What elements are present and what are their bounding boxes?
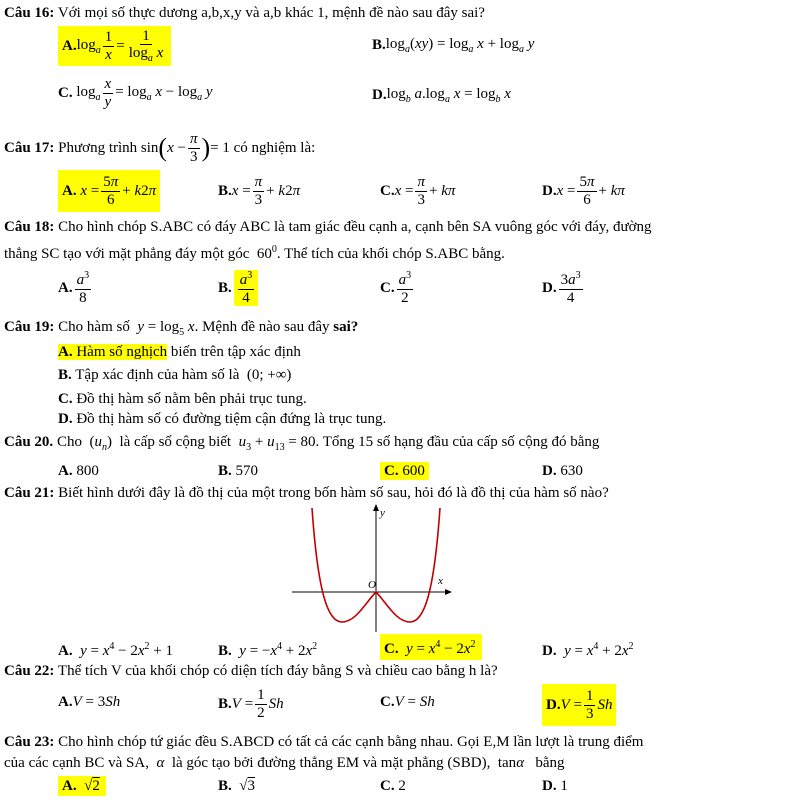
q16-option-b[interactable]: B. $\log_a(xy) = \log_a x + \log_a y$ <box>372 36 535 55</box>
q18-option-a[interactable]: A. $\frac{a^3}{8}$ <box>58 270 90 306</box>
q21-label: Câu 21: <box>4 485 55 501</box>
q22-option-b[interactable]: B. V = $\frac{1}{2}$ Sh <box>218 687 284 721</box>
q17-text-before: Phương trình <box>58 139 138 156</box>
option-label: A. <box>58 694 73 710</box>
option-label: A. <box>58 643 73 659</box>
q16-label: Câu 16: <box>4 5 55 21</box>
q17-option-d[interactable]: D. x = $\frac{5\pi}{6}$ + kπ <box>542 174 625 208</box>
q16-stem <box>4 4 485 22</box>
option-label: A. <box>62 778 77 794</box>
q18-text-line2b: . Thể tích của khối chóp S.ABC bằng. <box>276 246 505 262</box>
q22-stem <box>4 662 498 680</box>
option-label: B. <box>218 279 232 296</box>
q16-option-a[interactable]: A. $\log_a$ $\frac{1}{x}$ = $\frac{1}{\log_a x}$ <box>58 26 171 66</box>
q19-option-c[interactable] <box>58 390 307 408</box>
option-value: 570 <box>235 463 259 479</box>
option-label: A. <box>58 344 73 360</box>
q22-label: Câu 22: <box>4 663 55 679</box>
q21-graph <box>292 504 452 632</box>
q19-text-c: sai? <box>333 319 359 335</box>
option-value: 800 <box>76 463 99 479</box>
option-label: D. <box>546 696 561 713</box>
option-label: C. <box>380 694 395 710</box>
option-label: D. <box>58 411 73 427</box>
q21-stem <box>4 484 609 502</box>
q17-option-c[interactable]: C. x = $\frac{\pi}{3}$ + kπ <box>380 174 456 208</box>
q19-label: Câu 19: <box>4 319 55 335</box>
q18-option-c[interactable]: C. $\frac{a^3}{2}$ <box>380 270 412 306</box>
q20-text-a: Cho <box>56 434 82 450</box>
q23-stem-line1 <box>4 733 643 751</box>
q19-stem: Câu 19: Cho hàm số $y = \log_5 x$. Mệnh đề nào sau đây sai? <box>4 319 359 338</box>
q19-option-a-rest: biến trên tập xác định <box>167 344 301 360</box>
origin-label: O <box>368 579 376 591</box>
option-value: 2 <box>398 778 406 794</box>
q16-option-c[interactable]: C. $\log_a$ $\frac{x}{y}$ = $\log_a x - \log_a y$ <box>58 76 213 110</box>
q19-option-b[interactable]: B. Tập xác định của hàm số là (0; +∞) <box>58 367 292 383</box>
q20-stem: Câu 20. Cho $(u_n)$ là cấp số cộng biết $u_3 + u_{13} = 80$. Tổng 15 số hạng đầu của cấp số cộng đó bằng <box>4 434 600 453</box>
option-label: B. <box>218 778 232 794</box>
option-label: A. <box>62 37 77 54</box>
option-label: B. <box>218 695 232 712</box>
q20-option-c[interactable] <box>380 462 429 480</box>
q16-text: Với mọi số thực dương a,b,x,y và a,b khác 1, mệnh đề nào sau đây sai? <box>57 5 485 21</box>
q20-text-c: . Tổng 15 số hạng đầu của cấp số cộng đó bằng <box>315 434 600 450</box>
q18-option-b[interactable]: B. $\frac{a^3}{4}$ <box>218 264 260 312</box>
option-label: C. <box>384 641 399 657</box>
option-value: 1 <box>560 778 568 794</box>
q23-text-line2b: là góc tạo bởi đường thẳng EM và mặt phẳng (SBD), <box>171 755 491 771</box>
q21-text: Biết hình dưới đây là đồ thị của một trong bốn hàm số sau, hỏi đó là đồ thị của hàm số nào? <box>58 485 609 501</box>
q19-text-b: . Mệnh đề nào sau đây <box>194 319 330 335</box>
q23-option-a[interactable]: A. √2 <box>58 776 106 796</box>
option-label: B. <box>58 367 72 383</box>
q21-option-b[interactable]: B. $y = -x^4 + 2x^2$ <box>218 641 318 659</box>
x-axis-arrow <box>445 589 452 595</box>
option-label: C. <box>384 463 399 479</box>
option-label: D. <box>542 279 557 296</box>
q19-option-a[interactable] <box>58 343 301 361</box>
option-label: B. <box>372 37 386 53</box>
q19-option-c-text: Đồ thị hàm số nằm bên phải trục tung. <box>76 391 307 407</box>
q19-option-d[interactable] <box>58 410 386 428</box>
option-label: A. <box>58 279 73 296</box>
q22-option-d[interactable]: D. V = $\frac{1}{3}$ Sh <box>542 684 616 726</box>
q19-option-a-hl: Hàm số nghịch <box>76 344 168 360</box>
q18-option-d[interactable]: D. $\frac{3a^3}{4}$ <box>542 270 581 306</box>
q23-option-d[interactable] <box>542 777 568 795</box>
q19-option-d-text: Đồ thị hàm số có đường tiệm cận đứng là trục tung. <box>76 411 387 427</box>
q23-text-line1: Cho hình chóp tứ giác đều S.ABCD có tất cả các cạnh bằng nhau. Gọi E,M lần lượt là trung điểm <box>58 734 644 750</box>
q17-text-after: có nghiệm là: <box>233 139 316 156</box>
q19-text-a: Cho hàm số <box>58 319 130 335</box>
q18-label: Câu 18: <box>4 219 55 235</box>
q20-option-d[interactable] <box>542 462 583 480</box>
q20-text-b: là cấp số cộng biết <box>119 434 232 450</box>
q23-label: Câu 23: <box>4 734 55 750</box>
option-label: C. <box>380 279 395 296</box>
option-label: D. <box>542 643 557 659</box>
q22-text: Thể tích V của khối chóp có diện tích đáy bằng S và chiều cao bằng h là? <box>57 663 498 679</box>
q22-option-a[interactable]: A. V = 3Sh <box>58 694 121 710</box>
option-label: B. <box>218 182 232 199</box>
option-label: A. <box>62 182 77 199</box>
q20-label: Câu 20. <box>4 434 54 450</box>
q22-option-c[interactable]: C. V = Sh <box>380 694 435 710</box>
option-label: C. <box>58 84 73 101</box>
q23-text-line2a: của các cạnh BC và SA, <box>4 755 149 771</box>
q17-option-b[interactable]: B. x = $\frac{\pi}{3}$ + k2π <box>218 174 301 208</box>
option-label: D. <box>372 87 387 103</box>
option-label: C. <box>380 778 395 794</box>
q23-stem-line2: của các cạnh BC và SA, α là góc tạo bởi đường thẳng EM và mặt phẳng (SBD), tanα bằng <box>4 755 565 771</box>
option-label: C. <box>380 182 395 199</box>
option-label: C. <box>58 391 73 407</box>
q17-option-a[interactable]: A. x = $\frac{5\pi}{6}$ + k2π <box>58 170 160 212</box>
q20-option-b[interactable] <box>218 462 258 480</box>
q20-option-a[interactable] <box>58 462 99 480</box>
x-axis-label: x <box>438 575 443 587</box>
q21-option-d[interactable]: D. $y = x^4 + 2x^2$ <box>542 641 634 659</box>
option-label: A. <box>58 463 73 479</box>
q21-option-a[interactable]: A. $y = x^4 - 2x^2 + 1$ <box>58 641 174 659</box>
option-label: B. <box>218 463 232 479</box>
q21-option-c[interactable]: C. $y = x^4 - 2x^2$ <box>380 634 482 660</box>
q17-label: Câu 17: <box>4 139 55 156</box>
y-axis-arrow <box>373 504 379 511</box>
q18-text-line2a: thẳng SC tạo với mặt phẳng đáy một góc <box>4 246 250 262</box>
q23-option-c[interactable] <box>380 777 406 795</box>
q17-stem: Câu 17: Phương trình sin ( x − $\frac{\pi}{3}$ ) = 1 có nghiệm là: <box>4 131 316 165</box>
q23-text-line2c: bằng <box>535 755 565 771</box>
q18-text-line1: Cho hình chóp S.ABC có đáy ABC là tam giác đều cạnh a, cạnh bên SA vuông góc với đáy, đường <box>58 219 652 235</box>
option-label: D. <box>542 463 557 479</box>
q19-option-b-text: Tập xác định của hàm số là <box>75 367 240 383</box>
q18-stem-line1 <box>4 218 652 236</box>
q18-stem-line2: thẳng SC tạo với mặt phẳng đáy một góc $60^0$. Thể tích của khối chóp S.ABC bằng. <box>4 244 505 262</box>
y-axis-label: y <box>380 507 385 519</box>
q16-option-d[interactable]: D. $\log_b a.\log_a$ $x = \log_b x$ <box>372 86 511 105</box>
q23-option-b[interactable]: B. √3 <box>218 778 255 794</box>
option-value: 600 <box>402 463 425 479</box>
option-label: B. <box>218 643 232 659</box>
option-label: D. <box>542 778 557 794</box>
option-value: 630 <box>560 463 583 479</box>
option-label: D. <box>542 182 557 199</box>
